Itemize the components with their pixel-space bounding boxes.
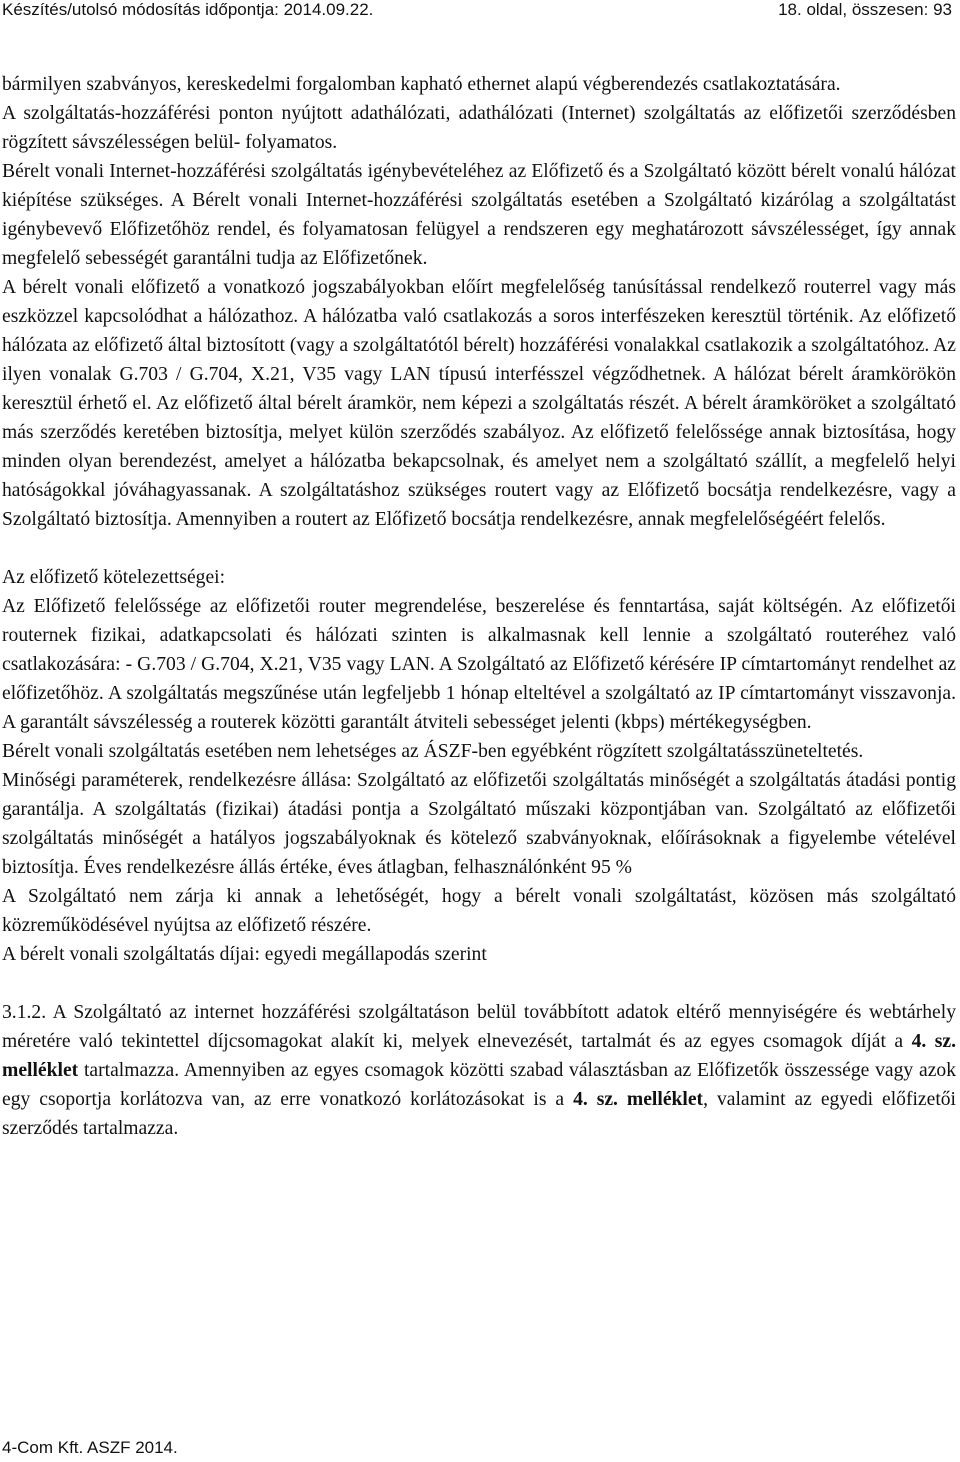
paragraph-3-1-2: [2, 998, 956, 1143]
paragraph-3-1-2-part1: 3.1.2. A Szolgáltató az internet hozzáférési szolgáltatáson belül továbbított adatok eltérő mennyiségére és webtárhely méretére való tekintettel díjcsomagokat alakít ki, melyek elnevezését, tartalmát és az egyes csomagok díját a: [2, 1002, 956, 1052]
paragraph-fees: A bérelt vonali szolgáltatás díjai: egyedi megállapodás szerint: [2, 944, 487, 965]
paragraph-access-point: A szolgáltatás-hozzáférési ponton nyújtott adathálózati, adathálózati (Internet) szolgáltatás az előfizetői szerződésben rögzített sávszélességen belül- folyamatos.: [2, 103, 956, 153]
page-number: 18. oldal, összesen: 93: [778, 0, 952, 19]
paragraph-3-1-2-part3: , valamint az egyedi előfizetői szerződés tartalmazza.: [2, 1089, 956, 1139]
annex-reference-1: 4. sz. melléklet: [2, 1031, 956, 1081]
paragraph-suspension: Bérelt vonali szolgáltatás esetében nem lehetséges az ÁSZF-ben egyébként rögzített szolgáltatásszüneteltetés.: [2, 741, 864, 762]
paragraph-3-1-2-part2: tartalmazza. Amennyiben az egyes csomagok közötti szabad választásban az Előfizetők összessége vagy azok egy csoportja korlátozva van, az erre vonatkozó korlátozásokat is a: [2, 1060, 956, 1110]
page-footer: [2, 1438, 178, 1458]
paragraph-quality: Minőségi paraméterek, rendelkezésre állása: Szolgáltató az előfizetői szolgáltatás minőségét a szolgáltatás átadási pontig garantálja. A szolgáltatás (fizikai) átadási pontja a Szolgáltató műszaki központjában van. Szolgáltató az előfizetői szolgáltatás minőségét a hatályos jogszabályoknak és kötelező szabványoknak, előírásoknak a figyelembe vételével biztosítja. Éves rendelkezésre állás értéke, éves átlagban, felhasználónként 95 %: [2, 770, 956, 878]
paragraph-cooperation: A Szolgáltató nem zárja ki annak a lehetőségét, hogy a bérelt vonali szolgáltatást, közösen más szolgáltató közreműködésével nyújtsa az előfizető részére.: [2, 886, 956, 936]
document-body: [2, 70, 956, 1143]
page-header: [0, 0, 960, 28]
modification-date: Készítés/utolsó módosítás időpontja: 2014.09.22.: [2, 0, 374, 19]
annex-reference-2: 4. sz. melléklet: [573, 1089, 704, 1110]
subscriber-obligations-heading: Az előfizető kötelezettségei:: [2, 567, 226, 588]
paragraph-router-requirements: A bérelt vonali előfizető a vonatkozó jogszabályokban előírt megfelelőség tanúsítással rendelkező routerrel vagy más eszközzel kapcsolódhat a hálózathoz. A hálózatba való csatlakozás a soros interfészeken keresztül történik. Az előfizető hálózata az előfizető által biztosított (vagy a szolgáltatótól bérelt) hozzáférési vonalakkal csatlakozik a szolgáltatóhoz. Az ilyen vonalak G.703 / G.704, X.21, V35 vagy LAN típusú interfésszel végződhetnek. A hálózat bérelt áramkörökön keresztül érhető el. Az előfizető által bérelt áramkör, nem képezi a szolgáltatás részét. A bérelt áramköröket a szolgáltató más szerződés keretében biztosítja, melyet külön szerződés szabályoz. Az előfizető felelőssége annak biztosítása, hogy minden olyan berendezést, amelyet a hálózatba bekapcsolnak, és amelyet nem a szolgáltató szállít, a megfelelő helyi hatóságokkal jóváhagyassanak. A szolgáltatáshoz szükséges routert vagy az Előfizető bocsátja rendelkezésre, vagy a Szolgáltató biztosítja. Amennyiben a routert az Előfizető bocsátja rendelkezésre, annak megfelelőségéért felelős.: [2, 277, 956, 530]
paragraph-leased-line: Bérelt vonali Internet-hozzáférési szolgáltatás igénybevételéhez az Előfizető és a Szolgáltató között bérelt vonalú hálózat kiépítése szükséges. A Bérelt vonali Internet-hozzáférési szolgáltatás esetében a Szolgáltató kizárólag a szolgáltatást igénybevevő Előfizetőhöz rendel, és folyamatosan felügyel a rendszeren egy meghatározott sávszélességet, így annak megfelelő sebességét garantálni tudja az Előfizetőnek.: [2, 161, 956, 269]
paragraph-ethernet: bármilyen szabványos, kereskedelmi forgalomban kapható ethernet alapú végberendezés csatlakoztatására.: [2, 74, 841, 95]
footer-text: 4-Com Kft. ASZF 2014.: [2, 1438, 178, 1457]
paragraph-subscriber-responsibility: Az Előfizető felelőssége az előfizetői router megrendelése, beszerelése és fenntartása, saját költségén. Az előfizetői routernek fizikai, adatkapcsolati és hálózati szinten is alkalmasnak kell lennie a szolgáltató routeréhez való csatlakozására: - G.703 / G.704, X.21, V35 vagy LAN. A Szolgáltató az Előfizető kérésére IP címtartományt rendelhet az előfizetőhöz. A szolgáltatás megszűnése után legfeljebb 1 hónap elteltével a szolgáltató az IP címtartományt visszavonja. A garantált sávszélesség a routerek közötti garantált átviteli sebességet jelenti (kbps) mértékegységben.: [2, 596, 956, 733]
